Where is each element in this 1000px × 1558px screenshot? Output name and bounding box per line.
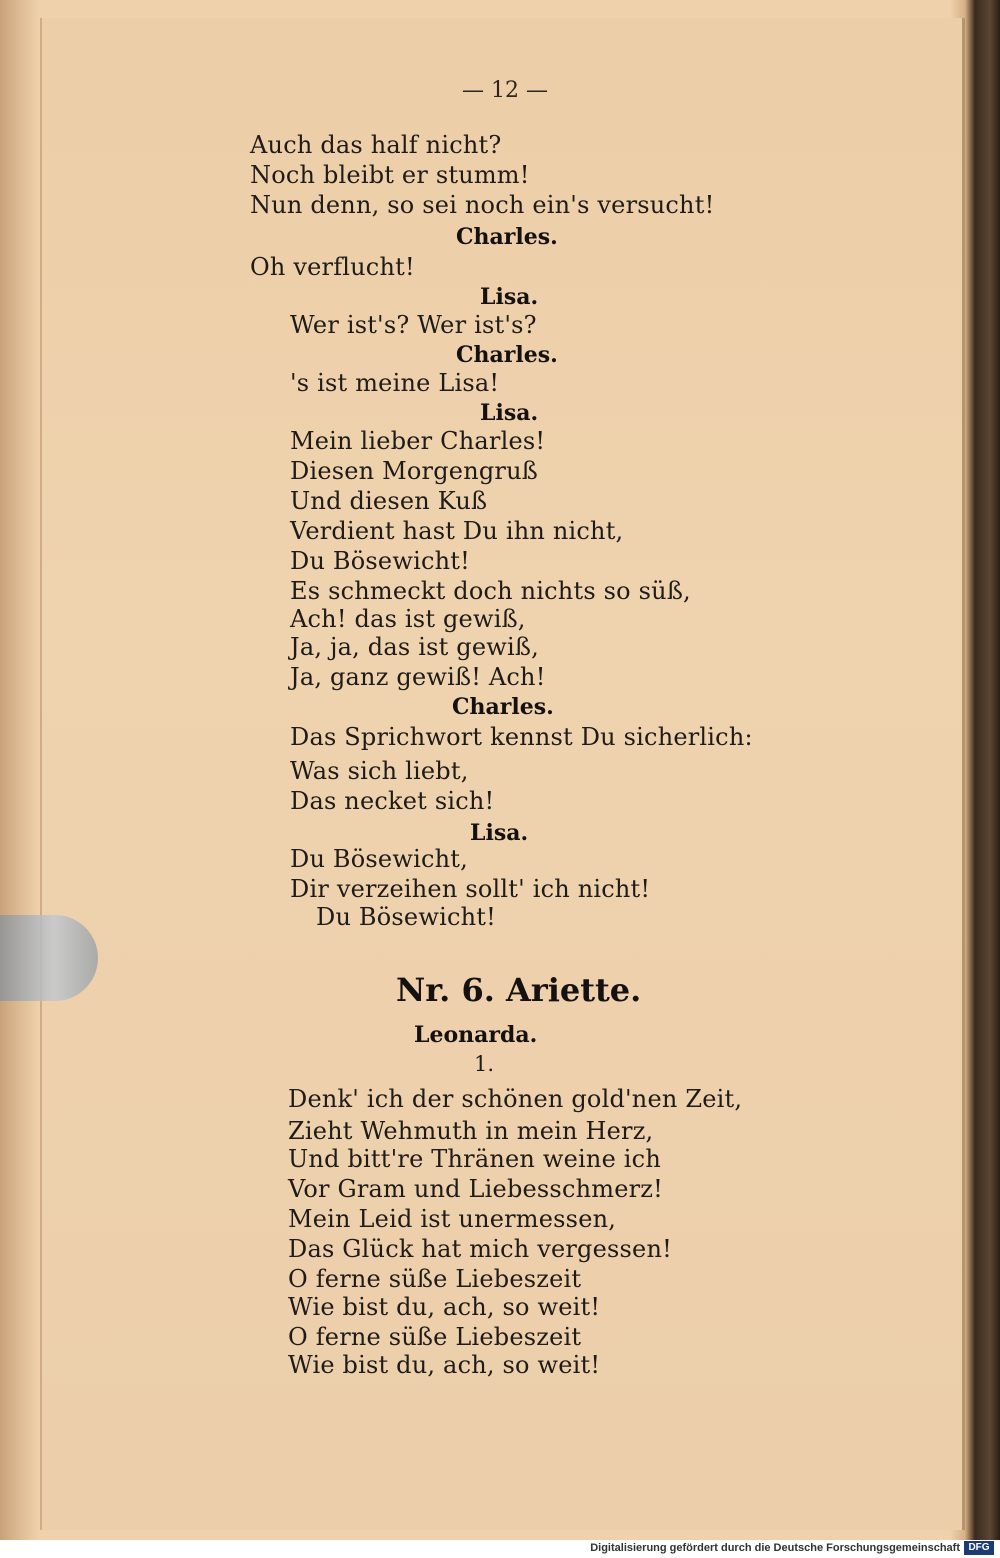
section-speaker: Leonarda. — [414, 1022, 538, 1048]
text-line: Du Bösewicht! — [316, 903, 496, 931]
text-line: Dir verzeihen sollt' ich nicht! — [290, 875, 651, 903]
text-line: Was sich liebt, — [290, 757, 469, 785]
text-line: Oh verflucht! — [250, 253, 415, 281]
dfg-logo: DFG — [964, 1541, 994, 1555]
text-line: Verdient hast Du ihn nicht, — [290, 517, 624, 545]
text-line: Und diesen Kuß — [290, 487, 488, 515]
text-line: Es schmeckt doch nichts so süß, — [290, 577, 691, 605]
text-line: Diesen Morgengruß — [290, 457, 538, 485]
verse-number: 1. — [474, 1052, 495, 1076]
verse-line: Mein Leid ist unermessen, — [288, 1205, 617, 1233]
text-line: 's ist meine Lisa! — [290, 369, 500, 397]
text-line: Wer ist's? Wer ist's? — [290, 311, 537, 339]
verse-line: Wie bist du, ach, so weit! — [288, 1293, 601, 1321]
speaker-label: Charles. — [456, 224, 558, 250]
text-line: Ja, ja, das ist gewiß, — [290, 633, 539, 661]
footer-credit: Digitalisierung gefördert durch die Deutsche Forschungsgemeinschaft — [590, 1542, 960, 1554]
text-line: Das Sprichwort kennst Du sicherlich: — [290, 723, 753, 751]
text-line: Mein lieber Charles! — [290, 427, 546, 455]
text-line: Du Bösewicht, — [290, 845, 468, 873]
page-clip — [0, 915, 98, 1001]
section-heading: Nr. 6. Ariette. — [396, 971, 642, 1009]
verse-line: Denk' ich der schönen gold'nen Zeit, — [288, 1085, 743, 1113]
verse-line: O ferne süße Liebeszeit — [288, 1323, 582, 1351]
verse-line: Das Glück hat mich vergessen! — [288, 1235, 672, 1263]
text-line: Ach! das ist gewiß, — [290, 605, 526, 633]
speaker-label: Charles. — [452, 694, 554, 720]
text-line: Auch das half nicht? — [250, 131, 502, 159]
speaker-label: Charles. — [456, 342, 558, 368]
page-number: — 12 — — [462, 78, 548, 103]
text-line: Noch bleibt er stumm! — [250, 161, 530, 189]
speaker-label: Lisa. — [470, 820, 529, 846]
verse-line: O ferne süße Liebeszeit — [288, 1265, 582, 1293]
text-line: Das necket sich! — [290, 787, 495, 815]
verse-line: Und bitt're Thränen weine ich — [288, 1145, 661, 1173]
text-line: Nun denn, so sei noch ein's versucht! — [250, 191, 715, 219]
verse-line: Vor Gram und Liebesschmerz! — [288, 1175, 663, 1203]
verse-line: Zieht Wehmuth in mein Herz, — [288, 1117, 654, 1145]
speaker-label: Lisa. — [480, 284, 539, 310]
text-line: Ja, ganz gewiß! Ach! — [290, 663, 546, 691]
text-line: Du Bösewicht! — [290, 547, 470, 575]
verse-line: Wie bist du, ach, so weit! — [288, 1351, 601, 1379]
speaker-label: Lisa. — [480, 400, 539, 426]
